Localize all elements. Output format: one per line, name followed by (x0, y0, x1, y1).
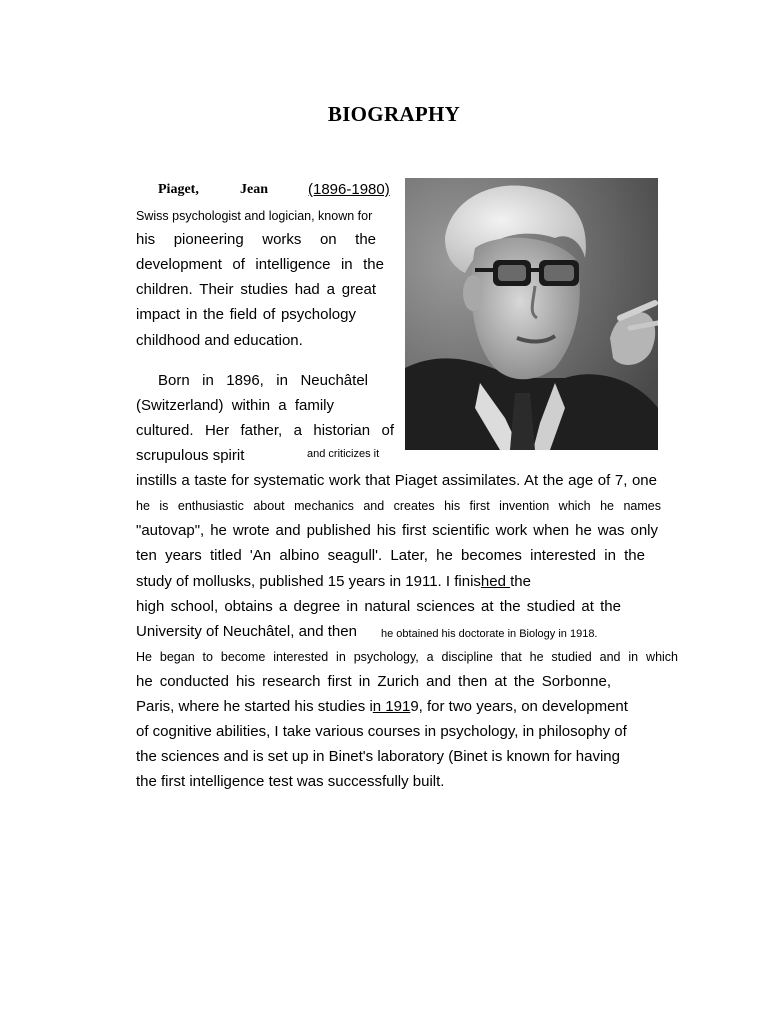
paragraph-line: ten years titled 'An albino seagull'. Later, he becomes interested in the (136, 547, 645, 564)
paragraph-line: instills a taste for systematic work that Piaget assimilates. At the age of 7, one (136, 472, 657, 489)
life-dates: (1896-1980) (308, 181, 390, 198)
paragraph-line: his pioneering works on the (136, 231, 376, 248)
paragraph-line: Born in 1896, in Neuchâtel (158, 372, 368, 389)
paragraph-line: the sciences and is set up in Binet's laboratory (Binet is known for having (136, 748, 620, 765)
text-fragment: he obtained his doctorate in Biology in 1918. (381, 628, 598, 640)
text-fragment: the (510, 573, 531, 590)
paragraph-line: children. Their studies had a great (136, 281, 376, 298)
paragraph-line: impact in the field of psychology (136, 306, 356, 323)
paragraph-line: high school, obtains a degree in natural sciences at the studied at the (136, 598, 621, 615)
text-fragment: Paris, where he started his studies i (136, 698, 373, 715)
text-fragment: scrupulous spirit (136, 447, 245, 464)
paragraph-line (136, 698, 631, 716)
paragraph-line (136, 573, 596, 591)
paragraph-line: he conducted his research first in Zurich and then at the Sorbonne, (136, 673, 611, 690)
paragraph-line: he is enthusiastic about mechanics and creates his first invention which he names (136, 499, 661, 513)
surname: Piaget, (158, 182, 199, 197)
paragraph-line: of cognitive abilities, I take various courses in psychology, in philosophy of (136, 723, 627, 740)
paragraph-line: cultured. Her father, a historian of (136, 422, 394, 439)
paragraph-line: (Switzerland) within a family (136, 397, 334, 414)
paragraph-line: development of intelligence in the (136, 256, 384, 273)
paragraph-line: He began to become interested in psychology, a discipline that he studied and in which (136, 650, 678, 664)
paragraph-line: Swiss psychologist and logician, known for (136, 209, 373, 223)
text-fragment: University of Neuchâtel, and then (136, 623, 357, 640)
text-fragment: study of mollusks, published 15 years in 1911. I finis (136, 573, 481, 590)
text-fragment: hed (480, 573, 511, 590)
portrait-photo (405, 178, 658, 450)
given-name: Jean (240, 182, 268, 197)
paragraph-line: childhood and education. (136, 332, 303, 349)
page-title: BIOGRAPHY (327, 102, 461, 126)
paragraph-line: "autovap", he wrote and published his first scientific work when he was only (136, 522, 658, 539)
text-fragment: and criticizes it (307, 448, 380, 460)
paragraph-line (136, 623, 626, 641)
paragraph-line: the first intelligence test was successfully built. (136, 773, 445, 790)
text-fragment: 9, for two years, on development (410, 698, 628, 715)
text-fragment: n 191 (372, 698, 411, 715)
